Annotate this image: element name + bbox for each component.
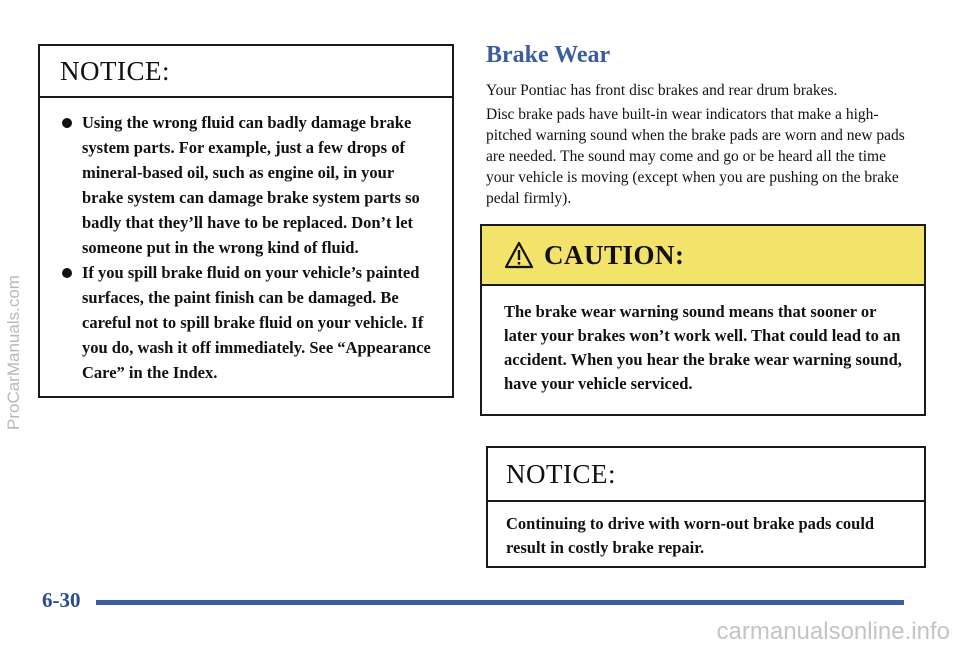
notice-title-left: NOTICE: bbox=[60, 55, 170, 86]
notice-header-left bbox=[40, 46, 452, 98]
caution-header bbox=[482, 226, 924, 286]
notice-body-left bbox=[40, 98, 452, 385]
brake-wear-paragraph-2: Disc brake pads have built-in wear indicators that make a high-pitched warning sound when the brake pads are worn and new pads are needed. The sound may come and go or be heard all the time your vehicle is moving (except when you are pushing on the brake pedal firmly). bbox=[486, 106, 905, 207]
notice-bullet-wrong-fluid bbox=[62, 110, 438, 260]
notice-box-right bbox=[486, 446, 926, 568]
section-title-brake-wear: Brake Wear bbox=[486, 42, 611, 68]
caution-box bbox=[480, 224, 926, 416]
notice-header-right bbox=[488, 448, 924, 502]
brake-wear-paragraph-1: Your Pontiac has front disc brakes and rear drum brakes. bbox=[486, 82, 838, 99]
bullet-dot-icon bbox=[62, 268, 72, 278]
caution-body: The brake wear warning sound means that sooner or later your brakes won’t work well. That could lead to an accident. When you hear the brake wear warning sound, have your vehicle serviced. bbox=[504, 302, 902, 393]
notice-bullet-spill bbox=[62, 260, 438, 385]
notice-box-left bbox=[38, 44, 454, 398]
caution-title: CAUTION: bbox=[544, 239, 685, 270]
page-number: 6-30 bbox=[42, 588, 81, 612]
notice-bullet-text: Using the wrong fluid can badly damage brake system parts. For example, just a few drops of mineral-based oil, such as engine oil, in your brake system can damage brake system parts so badly that they’ll have to be replaced. Don’t let someone put in the wrong kind of fluid. bbox=[82, 113, 420, 257]
notice-bullet-text: If you spill brake fluid on your vehicle’s painted surfaces, the paint finish can be damaged. Be careful not to spill brake fluid on your vehicle. If you do, wash it off immediately. See “Appearance Care” in the Index. bbox=[82, 263, 431, 382]
side-watermark: ProCarManuals.com bbox=[4, 275, 23, 430]
notice-body-right: Continuing to drive with worn-out brake pads could result in costly brake repair. bbox=[506, 514, 875, 557]
notice-title-right: NOTICE: bbox=[506, 458, 616, 489]
bottom-watermark: carmanualsonline.info bbox=[716, 618, 950, 645]
footer-rule bbox=[96, 600, 904, 605]
warning-triangle-icon bbox=[504, 241, 534, 269]
bullet-dot-icon bbox=[62, 118, 72, 128]
